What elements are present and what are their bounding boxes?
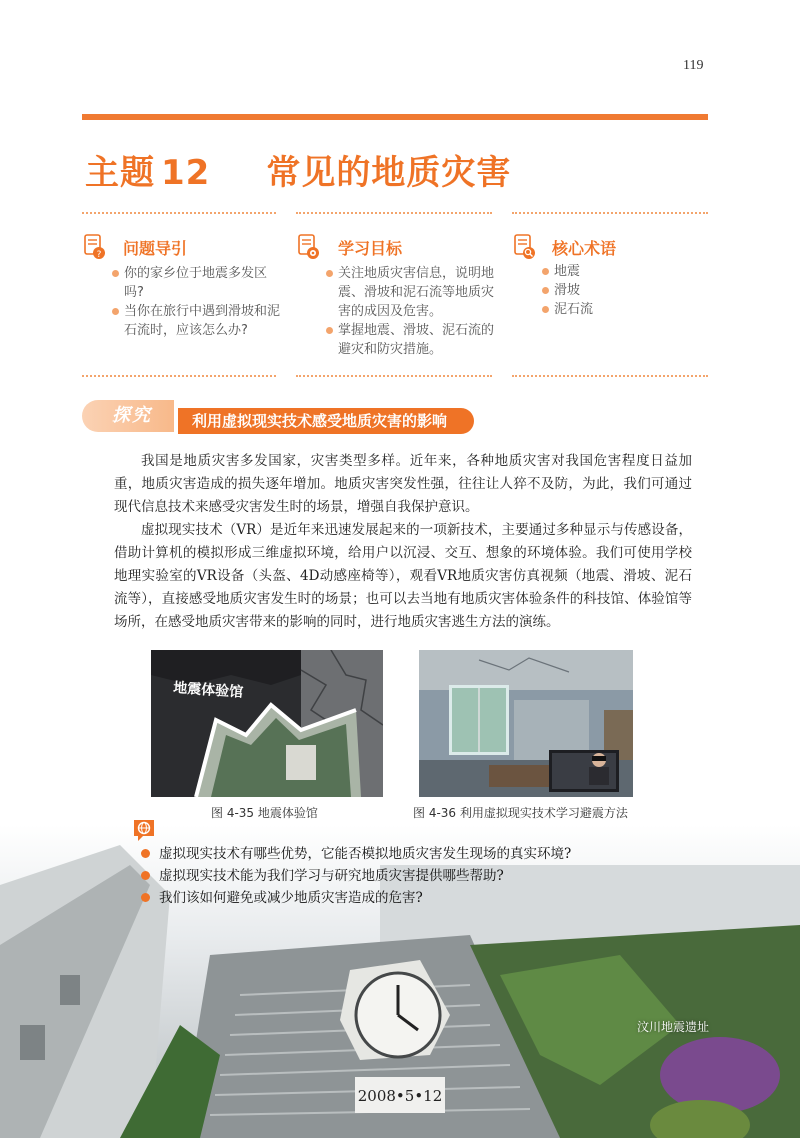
- topic-number: 12: [161, 153, 211, 193]
- search-doc-icon: [514, 234, 536, 260]
- question-guide-list: [111, 264, 283, 340]
- divider: [296, 212, 492, 214]
- question-list: [141, 843, 701, 909]
- date-stone-text: 2008•5•12: [357, 1087, 443, 1105]
- vr-learning-photo: [419, 650, 633, 797]
- question-item: 虚拟现实技术有哪些优势，它能否模拟地质灾害发生现场的真实环境?: [141, 843, 701, 865]
- figure-caption: 图 4-36 利用虚拟现实技术学习避震方法: [413, 806, 628, 820]
- list-item: 当你在旅行中遇到滑坡和泥石流时，应该怎么办?: [111, 302, 283, 340]
- figure-caption: 图 4-35 地震体验馆: [211, 806, 318, 820]
- topic-title: 常见的地质灾害: [266, 153, 512, 193]
- question-guide-heading: 问题导引: [123, 239, 188, 258]
- target-doc-icon: [298, 234, 320, 260]
- paragraph: 虚拟现实技术（VR）是近年来迅速发展起来的一项新技术，主要通过多种显示与传感设备，借助计算机的模拟形成三维虚拟环境，给用户以沉浸、交互、想象的环境体验。我们可使用学校地理实验室的VR设备（头盔、4D动感座椅等），观看VR地质灾害仿真视频（地震、滑坡、泥石流等），直接感受地质灾害发生时的场景；也可以去当地有地质灾害体验条件的科技馆、体验馆等场所，在感受地质灾害带来的影响的同时，进行地质灾害逃生方法的演练。: [114, 522, 692, 630]
- body-text: [114, 450, 692, 634]
- topic-label: 主题: [85, 153, 155, 193]
- learning-goals-list: [325, 264, 497, 359]
- vr-room-image: [419, 650, 633, 797]
- question-guide-section: [84, 234, 106, 264]
- list-item: 你的家乡位于地震多发区吗?: [111, 264, 283, 302]
- question-item: 虚拟现实技术能为我们学习与研究地质灾害提供哪些帮助?: [141, 865, 701, 887]
- globe-chat-icon: [131, 817, 157, 843]
- question-doc-icon: [84, 234, 106, 260]
- divider: [512, 375, 708, 377]
- learning-goals-heading: 学习目标: [338, 239, 403, 258]
- core-terms-list: [541, 262, 691, 319]
- earthquake-hall-photo: [151, 650, 383, 797]
- list-item: 关注地质灾害信息，说明地震、滑坡和泥石流等地质灾害的成因及危害。: [325, 264, 497, 321]
- learning-goals-section: [298, 234, 320, 264]
- svg-text:?: ?: [96, 250, 102, 260]
- paragraph: 我国是地质灾害多发国家，灾害类型多样。近年来，各种地质灾害对我国危害程度日益加重，地质灾害造成的损失逐年增加。地质灾害突发性强，往往让人猝不及防，为此，我们可通过现代信息技术来感受灾害发生时的场景，增强自我保护意识。: [114, 453, 692, 515]
- inquiry-label: 探究: [112, 405, 152, 426]
- list-item: 泥石流: [541, 300, 691, 319]
- hall-sign-text: 地震体验馆: [172, 680, 244, 701]
- ruins-caption: 汶川地震遗址: [637, 1020, 710, 1034]
- page-title: [85, 145, 511, 194]
- question-item: 我们该如何避免或减少地质灾害造成的危害?: [141, 887, 701, 909]
- header-bar: [82, 114, 708, 120]
- core-terms-heading: 核心术语: [552, 239, 617, 258]
- divider: [512, 212, 708, 214]
- inquiry-title: 利用虚拟现实技术感受地质灾害的影响: [178, 408, 474, 434]
- earthquake-hall-image: [151, 650, 383, 797]
- divider: [82, 375, 276, 377]
- core-terms-section: [514, 234, 536, 264]
- list-item: 地震: [541, 262, 691, 281]
- page-number: 119: [683, 58, 704, 73]
- divider: [82, 212, 276, 214]
- list-item: 掌握地震、滑坡、泥石流的避灾和防灾措施。: [325, 321, 497, 359]
- divider: [296, 375, 492, 377]
- list-item: 滑坡: [541, 281, 691, 300]
